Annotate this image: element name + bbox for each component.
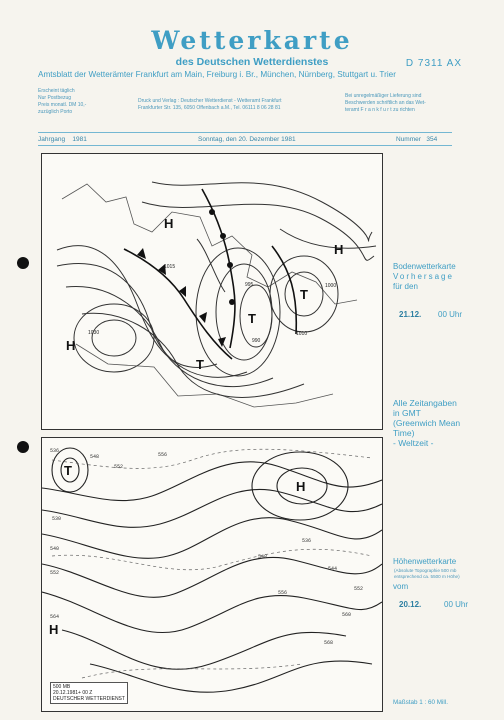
svg-text:552: 552 bbox=[354, 586, 364, 592]
page-title: Wetterkarte bbox=[151, 26, 353, 55]
svg-text:H: H bbox=[296, 479, 306, 494]
svg-text:1000: 1000 bbox=[325, 283, 337, 289]
svg-text:H: H bbox=[49, 622, 59, 637]
svg-text:560: 560 bbox=[342, 612, 352, 618]
svg-text:1015: 1015 bbox=[164, 264, 176, 270]
surface-map-title: Bodenwetterkarte Vorhersage für den bbox=[393, 262, 456, 291]
svg-text:H: H bbox=[66, 338, 76, 353]
svg-text:T: T bbox=[300, 287, 308, 302]
svg-text:540: 540 bbox=[50, 546, 60, 552]
svg-text:564: 564 bbox=[50, 614, 60, 620]
issue-date: Sonntag, den 20. Dezember 1981 bbox=[198, 136, 296, 143]
svg-text:1010: 1010 bbox=[296, 331, 308, 337]
surface-map-date: 21.12. bbox=[399, 310, 422, 319]
map-stamp: 500 MB 20.12.1981+ 00 Z DEUTSCHER WETTERDIENST bbox=[50, 682, 128, 704]
svg-text:556: 556 bbox=[278, 590, 288, 596]
surface-weather-map bbox=[41, 153, 383, 430]
official-gazette-line: Amtsblatt der Wetterämter Frankfurt am Main, Freiburg i. Br., München, Nürnberg, Stuttgart u. Trier bbox=[38, 70, 396, 79]
time-zone-note: Alle Zeitangaben in GMT (Greenwich Mean Time) - Weltzeit - bbox=[393, 398, 461, 448]
svg-text:556: 556 bbox=[158, 452, 168, 458]
upper-map-date: 20.12. bbox=[399, 600, 422, 609]
upper-map-title: Höhenwetterkarte bbox=[393, 557, 457, 566]
svg-text:H: H bbox=[164, 216, 174, 231]
meta-bottom-rule bbox=[38, 145, 452, 146]
station-plots bbox=[50, 448, 363, 646]
svg-text:536: 536 bbox=[50, 448, 60, 454]
coastline bbox=[62, 184, 357, 407]
svg-text:548: 548 bbox=[90, 454, 100, 460]
svg-text:548: 548 bbox=[258, 554, 268, 560]
svg-text:T: T bbox=[196, 357, 204, 372]
publisher-info: Druck und Verlag : Deutscher Wetterdienst - Wetteramt Frankfurt Frankfurter Str. 135, 6050 Offenbach a.M., Tel. 06111 8 06 28 81 bbox=[138, 98, 282, 111]
svg-text:T: T bbox=[64, 463, 72, 478]
svg-text:568: 568 bbox=[324, 640, 334, 646]
upper-air-map bbox=[41, 437, 383, 712]
upper-air-centres bbox=[49, 463, 305, 637]
upper-map-prefix: vom bbox=[393, 582, 409, 591]
isobar-values bbox=[88, 264, 336, 344]
document-code: D 7311 AX bbox=[405, 58, 462, 69]
page-subtitle: des Deutschen Wetterdienstes bbox=[175, 56, 329, 68]
upper-map-time: 00 Uhr bbox=[444, 600, 469, 609]
surface-map-time: 00 Uhr bbox=[438, 310, 463, 319]
punch-hole-bottom bbox=[17, 441, 29, 453]
svg-text:T: T bbox=[248, 311, 256, 326]
svg-text:1030: 1030 bbox=[88, 330, 100, 336]
volume: Jahrgang 1981 bbox=[38, 136, 87, 143]
svg-text:H: H bbox=[334, 242, 344, 257]
svg-text:536: 536 bbox=[302, 538, 312, 544]
svg-text:530: 530 bbox=[52, 516, 62, 522]
map-scale: Maßstab 1 : 60 Mill. bbox=[393, 699, 448, 706]
issue-number: Nummer 354 bbox=[396, 136, 438, 143]
svg-text:544: 544 bbox=[328, 566, 338, 572]
svg-text:552: 552 bbox=[50, 570, 60, 576]
isobars bbox=[57, 182, 376, 397]
punch-hole-top bbox=[17, 257, 29, 269]
subscription-info: Erscheint täglich Nur Postbezug Preis monatl. DM 10,- zuzüglich Porto bbox=[38, 88, 87, 115]
pressure-centre-marks bbox=[66, 216, 343, 372]
svg-text:995: 995 bbox=[245, 282, 254, 288]
complaint-info: Bei unregelmäßiger Lieferung sind Beschwerden schriftlich an das Wet- teramt F r a n k f u r t zu richten bbox=[345, 93, 426, 113]
svg-text:990: 990 bbox=[252, 338, 261, 344]
svg-text:552: 552 bbox=[114, 464, 124, 470]
upper-map-note: (Absolute Topographie 500 mb entsprechend ca. 5500 m Höhe) bbox=[394, 568, 460, 579]
meta-top-rule bbox=[38, 132, 452, 133]
